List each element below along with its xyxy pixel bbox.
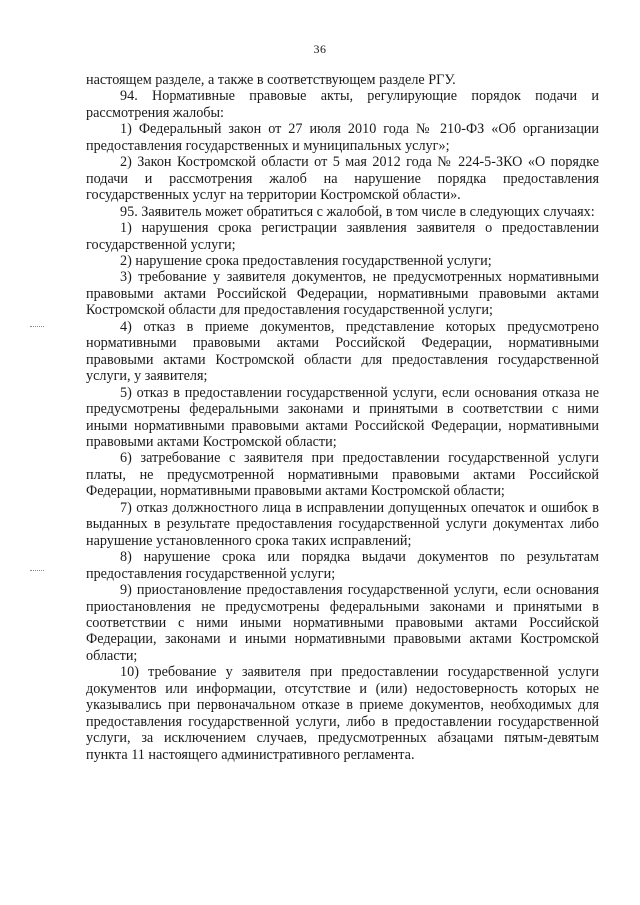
- paragraph: 7) отказ должностного лица в исправлении допущенных опечаток и ошибок в выданных в результате предоставления государственной услуги документах либо нарушение установленного срока таких исправлений;: [86, 499, 599, 549]
- document-body: [86, 72, 599, 763]
- paragraph: 2) Закон Костромской области от 5 мая 2012 года № 224-5-ЗКО «О порядке подачи и рассмотрения жалоб на нарушение порядка предоставления государственных услуг на территории Костромской области».: [86, 154, 599, 204]
- paragraph: 4) отказ в приеме документов, представление которых предусмотрено нормативными правовыми актами Российской Федерации, нормативными правовыми актами Костромской области для предоставления государственной услуги, у заявителя;: [86, 318, 599, 385]
- paragraph: 5) отказ в предоставлении государственной услуги, если основания отказа не предусмотрены федеральными законами и принятыми в соответствии с ними иными нормативными правовыми актами Российской Федерации, нормативными правовыми актами Костромской области;: [86, 384, 599, 450]
- paragraph: настоящем разделе, а также в соответствующем разделе РГУ.: [86, 72, 456, 88]
- margin-scan-mark: [30, 326, 44, 329]
- paragraph: 10) требование у заявителя при предоставлении государственной услуги документов или информации, отсутствие и (или) недостоверность которых не указывались при первоначальном отказе в приеме документов, необходимых для предоставления государственной услуги, либо в предоставлении государственной услуги, за исключением случаев, предусмотренных абзацами пятым-девятым пункта 11 настоящего административного регламента.: [86, 664, 599, 763]
- paragraph: 9) приостановление предоставления государственной услуги, если основания приостановления не предусмотрены федеральными законами и принятыми в соответствии с ними иными нормативными правовыми актами Российской Федерации, законами и иными нормативными правовыми актами Костромской области;: [86, 582, 599, 664]
- paragraph: 6) затребование с заявителя при предоставлении государственной услуги платы, не предусмотренной нормативными правовыми актами Российской Федерации, нормативными правовыми актами Костромской области;: [86, 450, 599, 500]
- paragraph: 2) нарушение срока предоставления государственной услуги;: [120, 252, 492, 269]
- margin-scan-mark: [30, 570, 44, 573]
- paragraph: 1) нарушения срока регистрации заявления заявителя о предоставлении государственной услуги;: [86, 220, 599, 253]
- paragraph: 94. Нормативные правовые акты, регулирующие порядок подачи и рассмотрения жалобы:: [86, 88, 599, 121]
- page-number: 36: [313, 42, 327, 56]
- paragraph: 1) Федеральный закон от 27 июля 2010 года № 210-ФЗ «Об организации предоставления государственных и муниципальных услуг»;: [86, 121, 599, 154]
- paragraph: 95. Заявитель может обратиться с жалобой, в том числе в следующих случаях:: [120, 203, 595, 220]
- paragraph: 8) нарушение срока или порядка выдачи документов по результатам предоставления государственной услуги;: [86, 549, 599, 582]
- paragraph: 3) требование у заявителя документов, не предусмотренных нормативными правовыми актами Российской Федерации, нормативными правовыми актами Костромской области для предоставления государственной услуги;: [86, 269, 599, 319]
